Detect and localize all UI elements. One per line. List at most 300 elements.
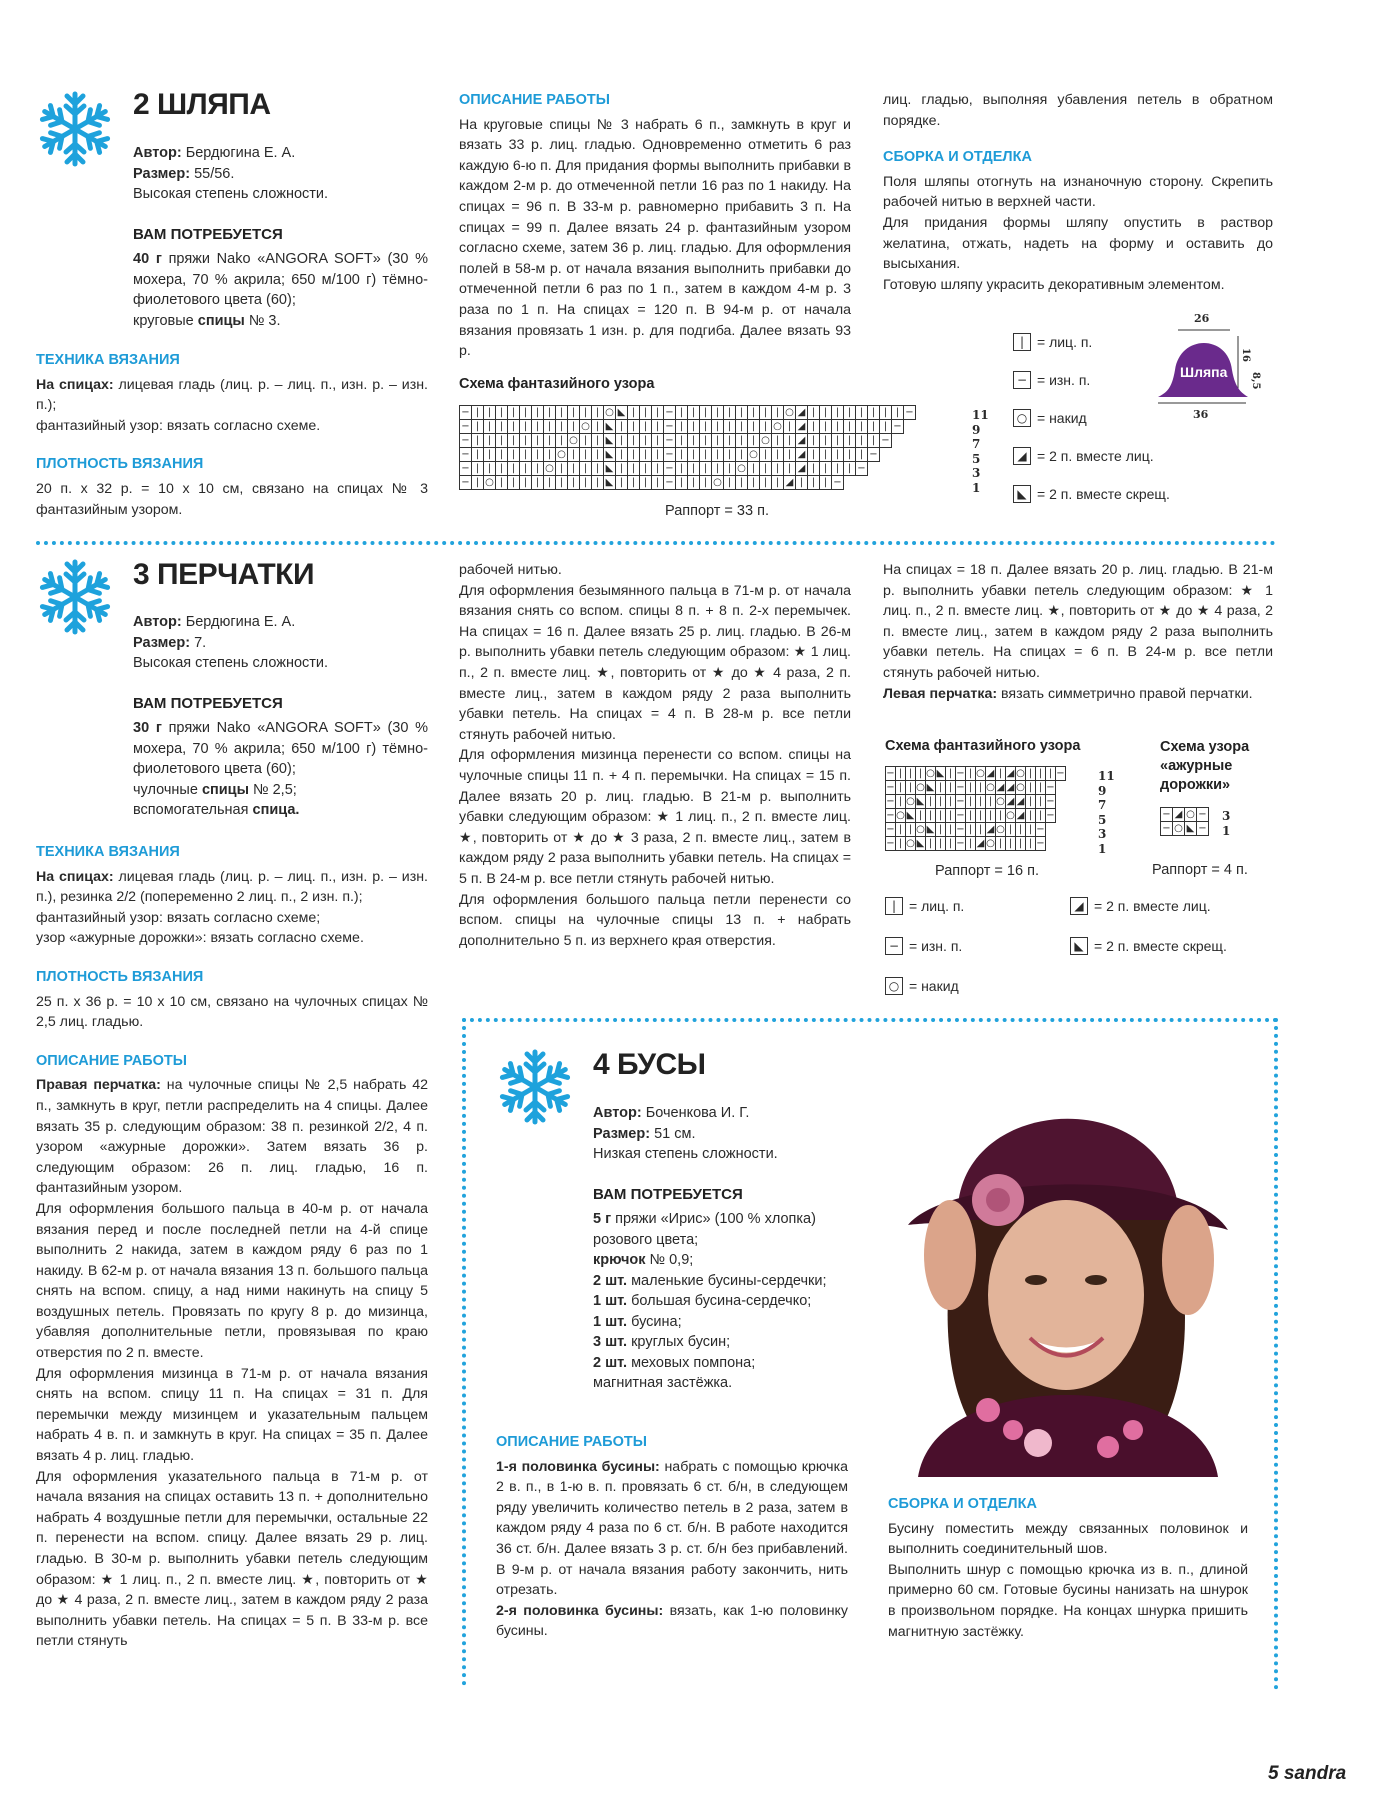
chart-row xyxy=(886,767,1066,781)
need-tools2: вспомогательная xyxy=(133,802,249,818)
chart-cell: | xyxy=(808,476,820,490)
chart-cell: | xyxy=(580,462,592,476)
chart-cell: | xyxy=(592,462,604,476)
chart-cell: | xyxy=(688,434,700,448)
chart-cell: | xyxy=(868,420,880,434)
assembly-title: СБОРКА И ОТДЕЛКА xyxy=(883,149,1032,166)
section-title-beads: 4 БУСЫ xyxy=(593,1048,706,1081)
chart2-title: Схема узора «ажурные дорожки» xyxy=(1160,739,1250,793)
chart-cell: | xyxy=(724,476,736,490)
hat-dim-top: 26 xyxy=(1194,312,1210,325)
section-divider xyxy=(36,541,1276,545)
chart-cell: ◣ xyxy=(604,420,616,434)
chart-cell: | xyxy=(820,476,832,490)
chart-cell: ◣ xyxy=(604,476,616,490)
chart-row-label: 5 xyxy=(972,451,981,466)
chart-cell: | xyxy=(724,462,736,476)
chart-cell: ○ xyxy=(1174,823,1183,834)
chart-cell: − xyxy=(1198,809,1207,820)
chart-cell: | xyxy=(896,823,906,837)
chart-cell: | xyxy=(896,795,906,809)
chart-row xyxy=(460,476,916,490)
chart-cell: | xyxy=(712,448,724,462)
chart-row-label: 3 xyxy=(972,466,981,481)
chart-cell: − xyxy=(665,421,674,432)
chart-cell: − xyxy=(461,421,470,432)
chart-row-label: 11 xyxy=(972,408,989,422)
chart-cell: | xyxy=(820,462,832,476)
chart-cell: | xyxy=(496,420,508,434)
chart-cell: | xyxy=(748,420,760,434)
tech-text: лицевая гладь (лиц. р. – лиц. п., изн. р. – изн. п.), резинка 2/2 (попеременно 2 лиц. п., 2 изн. п.); xyxy=(36,868,428,906)
chart-cell: | xyxy=(640,420,652,434)
chart-cell: | xyxy=(896,767,906,781)
chart-cell: | xyxy=(688,476,700,490)
size-label: Размер: xyxy=(133,165,191,182)
chart-cell: − xyxy=(881,435,890,446)
legend-text: = изн. п. xyxy=(1037,372,1091,388)
chart-cell: − xyxy=(1036,824,1045,835)
chart-cell: ○ xyxy=(976,768,985,779)
chart-cell: | xyxy=(472,434,484,448)
chart-cell: | xyxy=(966,781,976,795)
chart-cell: | xyxy=(820,420,832,434)
chart-row xyxy=(886,823,1066,837)
chart-cell: ◢ xyxy=(996,782,1005,793)
chart-cell: − xyxy=(956,768,965,779)
chart-cell: − xyxy=(857,463,866,474)
snowflake-icon xyxy=(36,558,114,636)
size: 55/56. xyxy=(194,165,235,182)
chart-cell: | xyxy=(700,448,712,462)
legend-symbol-icon: ◢ xyxy=(1013,447,1031,465)
middle-text1: рабочей нитью. xyxy=(459,562,562,578)
chart-cell: | xyxy=(844,448,856,462)
chart-cell: | xyxy=(580,434,592,448)
assembly-text3: Готовую шляпу украсить декоративным элементом. xyxy=(883,276,1225,293)
chart-cell: ○ xyxy=(996,796,1005,807)
chart-cell: | xyxy=(784,420,796,434)
chart-cell: ◢ xyxy=(986,824,995,835)
author: Бердюгина Е. А. xyxy=(185,145,296,161)
chart-cell: | xyxy=(724,406,736,420)
chart-cell: | xyxy=(592,448,604,462)
chart-cell: | xyxy=(808,434,820,448)
chart-cell: | xyxy=(844,462,856,476)
need1-qty: 5 г xyxy=(593,1211,612,1227)
chart-cell: | xyxy=(906,767,916,781)
chart-cell: | xyxy=(724,434,736,448)
chart1-repeat: Раппорт = 16 п. xyxy=(935,863,1039,879)
chart-row-label: 9 xyxy=(972,422,981,437)
chart-row-label: 7 xyxy=(1098,798,1107,813)
chart-cell: − xyxy=(886,838,895,849)
need-title: ВАМ ПОТРЕБУЕТСЯ xyxy=(133,225,283,243)
chart-cell: | xyxy=(640,476,652,490)
chart-cell: | xyxy=(676,406,688,420)
chart-cell: | xyxy=(896,837,906,851)
chart-cell: | xyxy=(688,462,700,476)
hat-assembly xyxy=(883,90,1273,295)
chart-cell: | xyxy=(1006,823,1016,837)
chart-cell: | xyxy=(856,448,868,462)
chart-row xyxy=(1161,822,1209,836)
chart-cell: ○ xyxy=(1186,809,1195,820)
author: Бердюгина Е. А. xyxy=(185,614,296,630)
section-title-hat: 2 ШЛЯПА xyxy=(133,88,271,121)
legend-symbol-icon: | xyxy=(1013,333,1031,351)
chart-cell: | xyxy=(616,434,628,448)
chart-cell: ◣ xyxy=(906,810,915,821)
chart-cell: − xyxy=(461,407,470,418)
chart-cell: | xyxy=(748,406,760,420)
chart-cell: | xyxy=(508,420,520,434)
half2-text: вязать, как 1-ю половинку бусины. xyxy=(496,1602,848,1640)
chart-row-label: 7 xyxy=(972,437,981,452)
chart-row-label: 1 xyxy=(1222,823,1231,838)
chart-cell: − xyxy=(886,782,895,793)
need-tools: чулочные xyxy=(133,781,198,798)
chart-cell: | xyxy=(652,420,664,434)
chart-cell: | xyxy=(676,448,688,462)
chart-cell: | xyxy=(946,809,956,823)
chart-cell: | xyxy=(652,434,664,448)
chart-cell: ◣ xyxy=(604,448,616,462)
chart-cell: ○ xyxy=(916,824,925,835)
chart-row xyxy=(1161,808,1209,822)
chart-cell: ○ xyxy=(916,782,925,793)
chart-cell: − xyxy=(1046,810,1055,821)
chart-cell: | xyxy=(926,837,936,851)
chart-cell: | xyxy=(1026,837,1036,851)
chart-cell: | xyxy=(976,823,986,837)
chart-cell: | xyxy=(772,434,784,448)
chart-cell: ○ xyxy=(906,838,915,849)
chart-cell: ○ xyxy=(749,449,758,460)
right-glove-text: на чулочные спицы № 2,5 набрать 42 п., замкнуть в круг, петли распределить на 4 спицы. Далее вязать 35 р. следующим образом: 38 п. резинкой 2/2, 4 п. узором «ажурные дорожки». Затем вязать 36 р. следующим образом: 26 п. лиц. гладью, 16 п. фантазийным узором. xyxy=(36,1077,428,1197)
chart-cell: | xyxy=(700,476,712,490)
snowflake-icon xyxy=(36,90,114,168)
chart-cell: ○ xyxy=(1016,768,1025,779)
chart-cell: | xyxy=(616,448,628,462)
chart-cell: | xyxy=(712,406,724,420)
chart-cell: | xyxy=(1026,781,1036,795)
chart-cell: − xyxy=(893,421,902,432)
chart-cell: | xyxy=(556,406,568,420)
hat-dim-bottom: 36 xyxy=(1193,408,1209,421)
legend-item xyxy=(1070,937,1255,955)
chart-cell: | xyxy=(1036,809,1046,823)
chart-cell: | xyxy=(736,448,748,462)
legend-item xyxy=(1013,485,1170,503)
chart-cell: | xyxy=(496,462,508,476)
tech-text2: фантазийный узор: вязать согласно схеме. xyxy=(36,417,321,434)
hat-technique xyxy=(36,350,428,520)
chart-cell: | xyxy=(628,434,640,448)
chart-cell: ○ xyxy=(605,407,614,418)
need2-text: № 0,9; xyxy=(649,1252,694,1268)
chart-cell: | xyxy=(892,406,904,420)
chart-cell: | xyxy=(640,462,652,476)
chart-cell: ◢ xyxy=(796,462,808,476)
legend-text: = 2 п. вместе лиц. xyxy=(1037,448,1154,464)
chart-cell: − xyxy=(833,477,842,488)
need-title: ВАМ ПОТРЕБУЕТСЯ xyxy=(593,1185,743,1203)
chart-cell: | xyxy=(520,476,532,490)
chart-cell: | xyxy=(724,448,736,462)
chart-row xyxy=(460,420,916,434)
gloves-chart2 xyxy=(1160,807,1209,836)
chart-cell: ◣ xyxy=(916,838,925,849)
chart-row xyxy=(460,462,916,476)
half1-label: 1-я половинка бусины: xyxy=(496,1458,660,1475)
chart-cell: | xyxy=(712,434,724,448)
chart-cell: | xyxy=(820,434,832,448)
chart-cell: ◢ xyxy=(1016,796,1025,807)
chart-row xyxy=(460,448,916,462)
chart-cell: ◢ xyxy=(986,768,995,779)
need-text: пряжи Nako «ANGORA SOFT» (30 % мохера, 70 % акрила; 650 м/100 г) тёмно-фиолетового цвета (60); xyxy=(133,251,428,308)
chart-cell: | xyxy=(616,476,628,490)
chart-cell: | xyxy=(556,462,568,476)
chart-cell: | xyxy=(936,837,946,851)
chart-cell: | xyxy=(832,448,844,462)
gloves-legend xyxy=(885,897,1255,995)
chart-cell: − xyxy=(665,463,674,474)
snowflake-icon xyxy=(496,1048,574,1126)
legend-item xyxy=(885,977,1070,995)
chart-cell: − xyxy=(1198,823,1207,834)
chart-cell: − xyxy=(956,796,965,807)
chart-cell: ○ xyxy=(996,824,1005,835)
chart1-row-labels xyxy=(1098,769,1115,857)
chart-cell: | xyxy=(496,434,508,448)
need5-qty: 1 шт. xyxy=(593,1313,628,1330)
pinky-finger-text: Для оформления мизинца перенести со вспом. спицы на чулочные спицы 11 п. + 4 п. перемычки. На спицах = 15 п. Далее вязать 20 р. лиц. гладью. В 21-м р. выполнить убавки следующим образом: ★ 1 лиц. п., 2 п. вместе лиц. ★, повторить от ★ до ★ 3 раза, 2 п. вместе лиц., затем в каждом ряду 2 раза выполнить убавки петель. На спицах = 5 п. В 24-м р. все петли стянуть рабочей нитью. xyxy=(459,747,851,887)
chart-cell: | xyxy=(520,462,532,476)
chart-cell: | xyxy=(484,406,496,420)
chart-cell: | xyxy=(808,448,820,462)
chart-cell: | xyxy=(966,823,976,837)
gloves-technique xyxy=(36,842,428,1652)
chart-cell: − xyxy=(665,449,674,460)
chart-row-label: 1 xyxy=(1098,841,1107,856)
desc-cont: лиц. гладью, выполняя убавления петель в обратном порядке. xyxy=(883,92,1273,129)
need6-qty: 3 шт. xyxy=(593,1334,628,1350)
tech-label: На спицах: xyxy=(36,376,114,393)
chart-cell: | xyxy=(484,434,496,448)
section-title-gloves: 3 ПЕРЧАТКИ xyxy=(133,558,315,591)
chart-cell: | xyxy=(868,434,880,448)
chart-cell: | xyxy=(946,837,956,851)
gloves-chart1 xyxy=(885,766,1066,851)
legend-text: = 2 п. вместе скрещ. xyxy=(1037,486,1170,502)
chart-cell: ◢ xyxy=(784,476,796,490)
legend-text: = 2 п. вместе лиц. xyxy=(1094,898,1211,914)
chart-cell: | xyxy=(976,781,986,795)
chart-cell: | xyxy=(556,476,568,490)
chart-cell: | xyxy=(484,448,496,462)
chart-cell: | xyxy=(472,476,484,490)
chart-cell: | xyxy=(532,448,544,462)
chart-cell: | xyxy=(1016,837,1026,851)
density-title: ПЛОТНОСТЬ ВЯЗАНИЯ xyxy=(36,456,204,473)
chart-cell: | xyxy=(996,809,1006,823)
chart-row xyxy=(886,809,1066,823)
chart-cell: | xyxy=(472,420,484,434)
need-tools-num: № 3. xyxy=(248,312,281,329)
legend-text: = накид xyxy=(1037,410,1087,426)
chart-cell: | xyxy=(784,448,796,462)
chart-cell: | xyxy=(844,420,856,434)
legend-symbol-icon: ◢ xyxy=(1070,897,1088,915)
thumb-finger-text: Для оформления большого пальца петли перенести со вспом. спицы на чулочные спицы 13 п. + набрать дополнительно 5 п. из верхнего края отверстия. xyxy=(459,891,851,949)
chart-cell: ◢ xyxy=(1006,782,1015,793)
hat-schematic xyxy=(1140,312,1260,427)
chart-cell: | xyxy=(946,823,956,837)
chart-cell: | xyxy=(508,406,520,420)
chart-cell: | xyxy=(936,781,946,795)
chart-cell: − xyxy=(1056,768,1065,779)
chart-cell: | xyxy=(986,809,996,823)
chart-cell: | xyxy=(736,476,748,490)
legend-symbol-icon: − xyxy=(1013,371,1031,389)
chart-cell: | xyxy=(544,434,556,448)
legend-symbol-icon: ○ xyxy=(1013,409,1031,427)
legend-text: = изн. п. xyxy=(909,938,963,954)
chart-cell: | xyxy=(976,795,986,809)
chart-cell: | xyxy=(472,462,484,476)
density-text: 20 п. х 32 р. = 10 х 10 см, связано на спицах № 3 фантазийным узором. xyxy=(36,480,428,518)
chart-cell: | xyxy=(580,476,592,490)
chart-cell: − xyxy=(886,796,895,807)
legend-text: = лиц. п. xyxy=(909,898,965,914)
chart-cell: | xyxy=(568,462,580,476)
chart-cell: | xyxy=(966,809,976,823)
chart-cell: | xyxy=(676,434,688,448)
legend-item xyxy=(1013,447,1170,465)
chart-cell: | xyxy=(760,420,772,434)
chart-cell: | xyxy=(736,406,748,420)
chart-cell: ○ xyxy=(1016,782,1025,793)
chart-cell: | xyxy=(906,781,916,795)
chart-cell: | xyxy=(508,476,520,490)
need6-text: круглых бусин; xyxy=(631,1334,731,1350)
need-tools-bold: спицы xyxy=(197,312,245,329)
chart-cell: ◣ xyxy=(926,824,935,835)
chart-cell: | xyxy=(628,462,640,476)
chart-cell: ○ xyxy=(569,435,578,446)
chart-cell: ◣ xyxy=(616,406,628,420)
chart-cell: | xyxy=(640,448,652,462)
chart-cell: − xyxy=(956,824,965,835)
legend-text: = 2 п. вместе скрещ. xyxy=(1094,938,1227,954)
chart-cell: | xyxy=(916,767,926,781)
legend-symbol-icon: ◣ xyxy=(1070,937,1088,955)
chart-cell: − xyxy=(886,824,895,835)
chart-cell: − xyxy=(956,838,965,849)
chart-cell: | xyxy=(986,795,996,809)
chart-cell: | xyxy=(1036,781,1046,795)
density-text: 25 п. х 36 р. = 10 х 10 см, связано на чулочных спицах № 2,5 лиц. гладью. xyxy=(36,993,428,1031)
chart-cell: | xyxy=(544,406,556,420)
need2-bold: крючок xyxy=(593,1252,646,1268)
beads-meta xyxy=(593,1103,848,1394)
chart-cell: | xyxy=(772,406,784,420)
chart-cell: ○ xyxy=(557,449,566,460)
desc-title: ОПИСАНИЕ РАБОТЫ xyxy=(36,1052,187,1069)
size-label: Размер: xyxy=(133,634,191,651)
chart-cell: | xyxy=(544,476,556,490)
chart-cell: | xyxy=(772,448,784,462)
need-title: ВАМ ПОТРЕБУЕТСЯ xyxy=(133,694,283,712)
chart-cell: ◢ xyxy=(1173,808,1185,822)
chart-cell: | xyxy=(896,781,906,795)
beads-assembly xyxy=(888,1494,1248,1642)
chart-cell: | xyxy=(520,448,532,462)
chart-cell: | xyxy=(820,406,832,420)
need4-qty: 1 шт. xyxy=(593,1293,628,1309)
chart-cell: − xyxy=(905,407,914,418)
chart-row-label: 3 xyxy=(1098,827,1107,842)
chart-cell: − xyxy=(461,449,470,460)
size-label: Размер: xyxy=(593,1125,651,1142)
chart-cell: | xyxy=(592,476,604,490)
chart-cell: ○ xyxy=(906,796,915,807)
chart-row-label: 11 xyxy=(1098,769,1115,783)
chart-cell: | xyxy=(532,420,544,434)
chart-cell: | xyxy=(580,448,592,462)
chart-cell: | xyxy=(936,795,946,809)
chart-cell: | xyxy=(926,809,936,823)
need7-text: меховых помпона; xyxy=(631,1354,756,1371)
chart-cell: | xyxy=(808,462,820,476)
chart-cell: | xyxy=(568,406,580,420)
legend-symbol-icon: ○ xyxy=(885,977,903,995)
chart-cell: | xyxy=(508,448,520,462)
chart-cell: − xyxy=(886,768,895,779)
chart-cell: ○ xyxy=(581,421,590,432)
chart-cell: | xyxy=(496,406,508,420)
chart-cell: − xyxy=(665,435,674,446)
chart-cell: | xyxy=(652,476,664,490)
chart-cell: | xyxy=(628,420,640,434)
chart-cell: − xyxy=(869,449,878,460)
desc-title: ОПИСАНИЕ РАБОТЫ xyxy=(459,92,610,108)
need3-text: маленькие бусины-сердечки; xyxy=(631,1272,827,1289)
chart-cell: | xyxy=(856,406,868,420)
need1-text: пряжи «Ирис» (100 % хлопка) розового цвета; xyxy=(593,1211,816,1248)
page-number: 5 xyxy=(1268,1763,1279,1784)
right-glove-label: Правая перчатка: xyxy=(36,1077,161,1094)
chart2-repeat: Раппорт = 4 п. xyxy=(1152,862,1248,878)
chart-cell: | xyxy=(966,795,976,809)
chart-cell: | xyxy=(760,448,772,462)
chart-cell: ○ xyxy=(773,421,782,432)
assembly-text2: Выполнить шнур с помощью крючка из в. п., длиной примерно 60 см. Готовые бусины нанизать на шнурок в произвольном порядке. На концах шнурка пришить магнитную застёжку. xyxy=(888,1561,1248,1640)
tech-text: лицевая гладь (лиц. р. – лиц. п., изн. р. – изн. п.); xyxy=(36,376,428,414)
chart-cell: | xyxy=(916,809,926,823)
chart-cell: | xyxy=(712,462,724,476)
chart-grid xyxy=(885,766,1066,851)
hat-dim-side2: 8,5 xyxy=(1250,372,1261,390)
chart-cell: | xyxy=(748,476,760,490)
chart-row-label: 5 xyxy=(1098,812,1107,827)
chart-cell: | xyxy=(1006,837,1016,851)
gloves-middle-column xyxy=(459,560,851,951)
chart-cell: | xyxy=(628,406,640,420)
chart-grid xyxy=(1160,807,1209,836)
